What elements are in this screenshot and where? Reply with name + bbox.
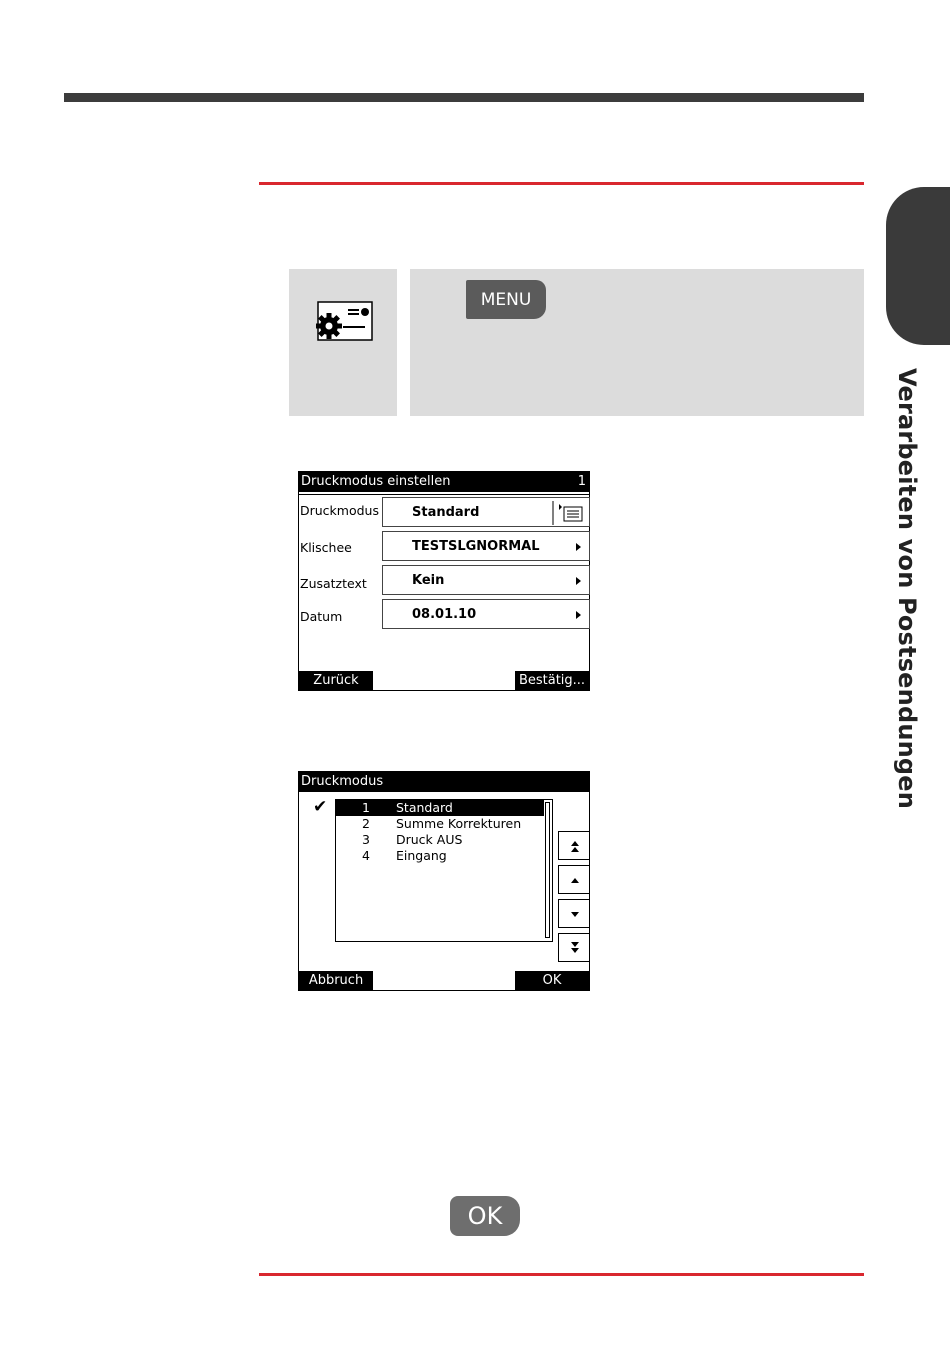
cancel-softkey[interactable]: Abbruch — [299, 971, 373, 990]
print-settings-icon — [312, 300, 374, 344]
back-softkey[interactable]: Zurück — [299, 671, 373, 690]
ok-softkey[interactable]: OK — [515, 971, 589, 990]
chevron-right-icon — [576, 543, 581, 551]
page-number: 1 — [577, 474, 586, 489]
row-label-zusatztext: Zusatztext — [300, 576, 367, 591]
top-rule — [64, 93, 864, 102]
scroll-down-button[interactable] — [558, 899, 589, 928]
down-icon — [571, 912, 579, 917]
scroll-bottom-button[interactable] — [558, 933, 589, 962]
list-item[interactable]: 4 Eingang — [362, 848, 447, 863]
zusatztext-field[interactable]: Kein — [382, 565, 590, 595]
screen-title-bar — [299, 772, 589, 792]
ok-key[interactable]: OK — [450, 1196, 520, 1236]
datum-field[interactable]: 08.01.10 — [382, 599, 590, 629]
confirm-softkey[interactable]: Bestätig... — [515, 671, 589, 690]
print-mode-settings-screen — [298, 471, 590, 691]
list-select-icon — [551, 501, 587, 525]
print-mode-list[interactable] — [335, 799, 553, 942]
row-label-klischee: Klischee — [300, 540, 352, 555]
list-item[interactable]: 3 Druck AUS — [362, 832, 463, 847]
screen-title: Druckmodus — [301, 774, 384, 789]
chevron-right-icon — [576, 611, 581, 619]
menu-key[interactable]: MENU — [466, 280, 546, 319]
screen-title-bar — [299, 472, 589, 492]
section-rule-bottom — [259, 1273, 864, 1276]
klischee-field[interactable]: TESTSLGNORMAL — [382, 531, 590, 561]
list-item[interactable]: 1 Standard — [336, 800, 544, 816]
chapter-tab — [886, 187, 950, 345]
chapter-tab-label: Verarbeiten von Postsendungen — [893, 368, 921, 810]
chevron-right-icon — [576, 577, 581, 585]
druckmodus-field[interactable]: Standard — [382, 497, 590, 527]
icon-panel — [289, 269, 397, 416]
section-rule-top — [259, 182, 864, 185]
row-label-druckmodus: Druckmodus — [300, 503, 379, 518]
screen-title: Druckmodus einstellen — [301, 474, 451, 489]
checkmark-icon: ✔ — [313, 797, 328, 817]
up-icon — [571, 878, 579, 883]
scroll-up-button[interactable] — [558, 865, 589, 894]
scrollbar[interactable] — [545, 802, 550, 938]
double-up-icon — [571, 841, 579, 846]
print-mode-list-screen — [298, 771, 590, 991]
row-label-datum: Datum — [300, 609, 343, 624]
list-item[interactable]: 2 Summe Korrekturen — [362, 816, 522, 831]
double-down-icon — [571, 942, 579, 947]
scroll-top-button[interactable] — [558, 831, 589, 860]
